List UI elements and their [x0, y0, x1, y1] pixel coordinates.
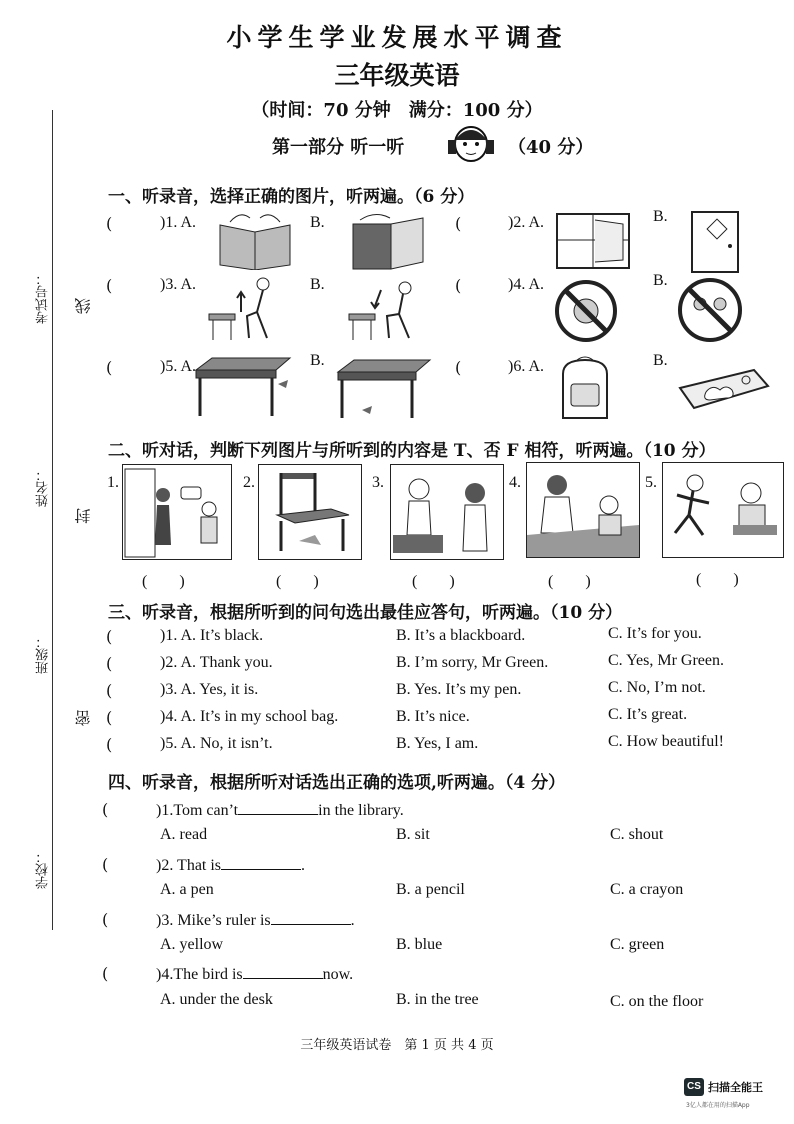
s4-q1-pre: )1.Tom can’t: [156, 802, 239, 819]
school-label: 学校：: [36, 850, 51, 889]
question-5-label: )5. A.: [160, 358, 196, 375]
answer-paren: (: [106, 708, 113, 727]
exam-info: （时间：70 分钟 满分：100 分）: [251, 100, 543, 121]
answer-paren: (: [102, 855, 109, 874]
s4-q3-a: A. yellow: [160, 936, 224, 953]
fill-blank[interactable]: [221, 855, 301, 870]
open-window-image: [553, 210, 633, 272]
s4-q4-a: A. under the desk: [160, 991, 273, 1008]
s3-q3-b: B. Yes. It’s my pen.: [396, 681, 522, 698]
section-four-heading: 四、听录音，根据所听对话选出正确的选项,听两遍。（4 分）: [108, 773, 566, 793]
section-three-heading: 三、听录音，根据所听到的问句选出最佳应答句，听两遍。（10 分）: [108, 603, 623, 623]
section-two-heading: 二、听对话，判断下列图片与所听到的内容是 T、否 F 相符，听两遍。（10 分）: [108, 441, 716, 461]
question-1-label: )1. A.: [160, 214, 196, 231]
s4-q3-pre: )3. Mike’s ruler is: [156, 912, 271, 929]
answer-paren: (: [102, 964, 109, 983]
question-3-label: )3. A.: [160, 276, 196, 293]
answer-paren: (: [102, 910, 109, 929]
s4-q1-a: A. read: [160, 826, 208, 843]
part-one-score: （40 分）: [508, 137, 594, 158]
question-6-label: )6. A.: [508, 358, 544, 375]
s3-q2-c: C. Yes, Mr Green.: [608, 652, 724, 669]
answer-paren-2[interactable]: ( ): [276, 573, 319, 590]
exam-number-label: 考试号：: [36, 272, 51, 324]
name-label: 姓名：: [36, 468, 51, 507]
exam-subtitle: 三年级英语: [334, 61, 460, 90]
s3-q2-a: )2. A. Thank you.: [160, 654, 273, 671]
s4-q3-stem: [156, 910, 355, 930]
s4-q2-stem: [156, 855, 305, 875]
picture-1-number: 1.: [107, 474, 119, 491]
s4-q1-stem: [156, 800, 404, 820]
s3-q3-c: C. No, I’m not.: [608, 679, 706, 696]
answer-paren-4[interactable]: ( ): [548, 573, 591, 590]
picture-2-number: 2.: [243, 474, 255, 491]
s4-q4-c: C. on the floor: [610, 993, 704, 1010]
section-one-heading: 一、听录音，选择正确的图片，听两遍。（6 分）: [108, 187, 475, 207]
question-6-b: B.: [653, 352, 668, 369]
answer-paren: (: [102, 800, 109, 819]
seal-line-char: 线: [74, 298, 93, 314]
dialogue-picture-2: [258, 464, 362, 560]
dialogue-picture-5: [662, 462, 784, 558]
seal-mi-char: 密: [74, 710, 93, 726]
dialogue-picture-4: [526, 462, 640, 558]
stand-up-image: [205, 276, 290, 344]
answer-paren: (: [106, 654, 113, 673]
s4-q2-post: .: [301, 857, 306, 874]
desk-with-bird-image: [190, 354, 295, 420]
binding-line: [52, 110, 53, 930]
s4-q2-pre: )2. That is: [156, 857, 222, 874]
camscanner-tagline: 3亿人都在用的扫描App: [686, 1102, 750, 1109]
s4-q2-c: C. a crayon: [610, 881, 684, 898]
answer-paren: (: [106, 627, 113, 646]
open-book-image: [210, 210, 300, 270]
answer-paren: (: [455, 358, 462, 377]
answer-paren: (: [455, 214, 462, 233]
desk-bird-under-image: [334, 356, 434, 422]
s3-q5-b: B. Yes, I am.: [396, 735, 479, 752]
s4-q3-post: .: [350, 912, 355, 929]
no-shouting-sign-image: [553, 278, 619, 344]
fill-blank[interactable]: [238, 800, 318, 815]
s4-q4-post: now.: [322, 966, 354, 983]
answer-paren-1[interactable]: ( ): [142, 573, 185, 590]
s3-q1-a: )1. A. It’s black.: [160, 627, 264, 644]
answer-paren: (: [106, 681, 113, 700]
fill-blank[interactable]: [243, 964, 323, 979]
dialogue-picture-3: [390, 464, 504, 560]
s3-q1-c: C. It’s for you.: [608, 625, 702, 642]
class-label: 班级：: [36, 635, 51, 674]
s3-q5-c: C. How beautiful!: [608, 733, 724, 750]
question-2-label: )2. A.: [508, 214, 544, 231]
picture-5-number: 5.: [645, 474, 657, 491]
picture-3-number: 3.: [372, 474, 384, 491]
exam-title: 小学生学业发展水平调查: [226, 23, 568, 52]
s3-q1-b: B. It’s a blackboard.: [396, 627, 526, 644]
camscanner-logo: CS: [684, 1078, 704, 1096]
s3-q4-b: B. It’s nice.: [396, 708, 470, 725]
door-image: [680, 208, 750, 274]
camscanner-name: 扫描全能王: [708, 1081, 763, 1094]
question-1-b: B.: [310, 214, 325, 231]
s4-q3-b: B. blue: [396, 936, 443, 953]
answer-paren-5[interactable]: ( ): [696, 571, 739, 588]
answer-paren: (: [106, 276, 113, 295]
question-2-b: B.: [653, 208, 668, 225]
school-bag-image: [555, 356, 615, 422]
s4-q1-c: C. shout: [610, 826, 664, 843]
s3-q5-a: )5. A. No, it isn’t.: [160, 735, 273, 752]
page-footer: 三年级英语试卷 第 1 页 共 4 页: [300, 1038, 494, 1053]
answer-paren: (: [106, 735, 113, 754]
s4-q4-pre: )4.The bird is: [156, 966, 243, 983]
question-5-b: B.: [310, 352, 325, 369]
pencil-case-image: [676, 364, 772, 414]
sit-down-image: [345, 276, 430, 344]
s3-q3-a: )3. A. Yes, it is.: [160, 681, 259, 698]
answer-paren: (: [106, 214, 113, 233]
s3-q2-b: B. I’m sorry, Mr Green.: [396, 654, 549, 671]
picture-4-number: 4.: [509, 474, 521, 491]
s4-q2-b: B. a pencil: [396, 881, 465, 898]
question-4-b: B.: [653, 272, 668, 289]
seal-feng-char: 封: [74, 508, 93, 524]
s4-q3-c: C. green: [610, 936, 665, 953]
s3-q4-a: )4. A. It’s in my school bag.: [160, 708, 339, 725]
listen-face-icon: [440, 120, 502, 164]
no-running-sign-image: [676, 276, 744, 344]
s4-q1-post: in the library.: [318, 802, 404, 819]
part-one-label: 第一部分 听一听: [272, 137, 405, 158]
closing-book-image: [345, 212, 430, 272]
dialogue-picture-1: [122, 464, 232, 560]
s3-q4-c: C. It’s great.: [608, 706, 688, 723]
answer-paren: (: [455, 276, 462, 295]
question-4-label: )4. A.: [508, 276, 544, 293]
answer-paren-3[interactable]: ( ): [412, 573, 455, 590]
answer-paren: (: [106, 358, 113, 377]
s4-q2-a: A. a pen: [160, 881, 214, 898]
s4-q4-b: B. in the tree: [396, 991, 479, 1008]
s4-q1-b: B. sit: [396, 826, 430, 843]
question-3-b: B.: [310, 276, 325, 293]
s4-q4-stem: [156, 964, 353, 984]
fill-blank[interactable]: [271, 910, 351, 925]
